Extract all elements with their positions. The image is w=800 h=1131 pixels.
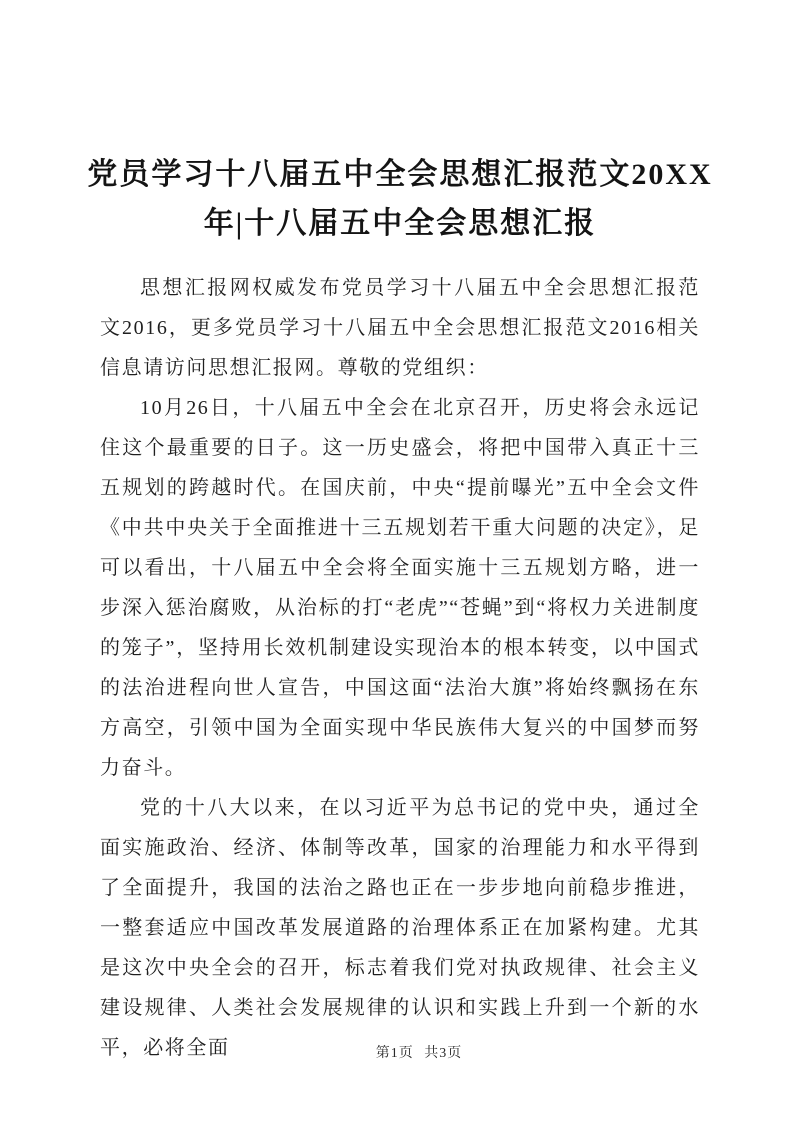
paragraph-plenary-session: 10月26日，十八届五中全会在北京召开，历史将会永远记住这个最重要的日子。这一历史盛会，将把中国带入真正十三五规划的跨越时代。在国庆前，中央“提前曝光”五中全会文件《中共中央关于全面推进十三五规划若干重大问题的决定》，足可以看出，十八届五中全会将全面实施十三五规划方略，进一步深入惩治腐败，从治标的打“老虎”“苍蝇”到“将权力关进制度的笼子”，坚持用长效机制建设实现治本的根本转变，以中国式的法治进程向世人宣告，中国这面“法治大旗”将始终飘扬在东方高空，引领中国为全面实现中华民族伟大复兴的中国梦而努力奋斗。 [100,397,700,780]
paragraph-governance: 党的十八大以来，在以习近平为总书记的党中央，通过全面实施政治、经济、体制等改革，国家的治理能力和水平得到了全面提升，我国的法治之路也正在一步步地向前稳步推进，一整套适应中国改革发展道路的治理体系正在加紧构建。尤其是这次中央全会的召开，标志着我们党对执政规律、社会主义建设规律、人类社会发展规律的认识和实践上升到一个新的水平，必将全面 [100,797,700,1060]
document-title-line-1: 党员学习十八届五中全会思想汇报范文20XX [87,158,713,192]
page-number-indicator: 第1页 共3页 [375,1046,463,1061]
document-body [100,268,700,1068]
paragraph-intro: 思想汇报网权威发布党员学习十八届五中全会思想汇报范文2016，更多党员学习十八届五中全会思想汇报范文2016相关信息请访问思想汇报网。尊敬的党组织： [100,277,700,380]
document-title [0,20,800,248]
page-footer [19,1042,800,1062]
document-title-line-2: 年|十八届五中全会思想汇报 [203,207,597,241]
